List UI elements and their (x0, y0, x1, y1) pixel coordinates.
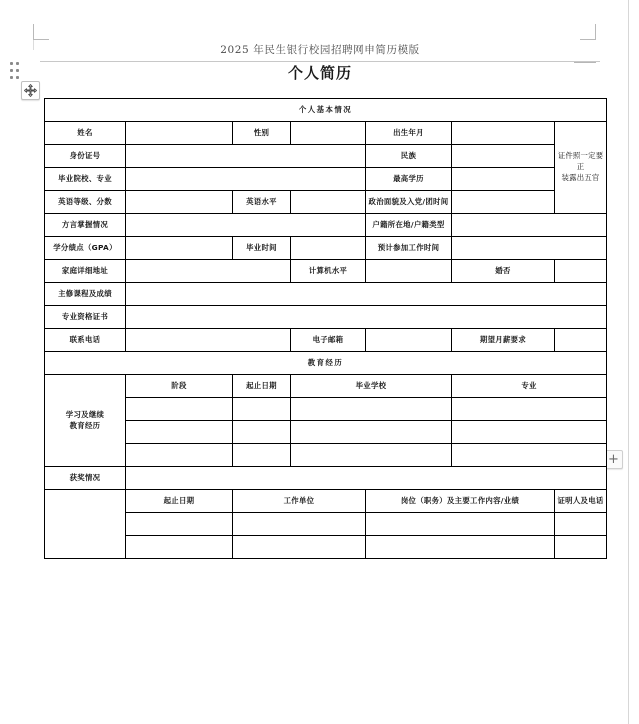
education-label-line-1: 学习及继续 (65, 409, 105, 419)
label-marital-status: 婚否 (452, 260, 555, 283)
colhead-work-dates: 起止日期 (126, 490, 233, 513)
edu-cell-major[interactable] (452, 444, 607, 467)
work-cell-dates[interactable] (126, 536, 233, 559)
colhead-major: 专业 (452, 375, 607, 398)
colhead-work-reference: 证明人及电话 (555, 490, 607, 513)
photo-note-line-2: 装露出五官 (561, 172, 600, 182)
add-row-button[interactable]: + (604, 450, 623, 469)
table-move-handle[interactable] (21, 81, 40, 100)
table-row (45, 444, 607, 467)
label-birth: 出生年月 (366, 122, 452, 145)
field-marital-status[interactable] (555, 260, 607, 283)
crop-mark-top-left (33, 24, 49, 40)
move-cross-icon (24, 84, 37, 97)
work-cell-company[interactable] (233, 513, 366, 536)
table-row (45, 145, 607, 168)
photo-placeholder-note (555, 122, 607, 214)
colhead-school: 毕业学校 (291, 375, 452, 398)
label-gpa: 学分绩点（GPA） (45, 237, 126, 260)
edu-cell-major[interactable] (452, 398, 607, 421)
label-main-courses: 主修课程及成绩 (45, 283, 126, 306)
edu-cell-stage[interactable] (126, 421, 233, 444)
field-main-courses[interactable] (126, 283, 607, 306)
crop-mark-top-right (580, 24, 596, 40)
field-graduation-time[interactable] (291, 237, 366, 260)
label-email: 电子邮箱 (291, 329, 366, 352)
label-political-status: 政治面貌及入党/团时间 (366, 191, 452, 214)
colhead-work-company: 工作单位 (233, 490, 366, 513)
label-english-ability: 英语水平 (233, 191, 291, 214)
edu-cell-major[interactable] (452, 421, 607, 444)
field-gpa[interactable] (126, 237, 233, 260)
page-right-edge (628, 0, 629, 724)
table-row (45, 352, 607, 375)
label-ethnicity: 民族 (366, 145, 452, 168)
table-row (45, 214, 607, 237)
label-awards: 获奖情况 (45, 467, 126, 490)
field-email[interactable] (366, 329, 452, 352)
label-id-number: 身份证号 (45, 145, 126, 168)
field-highest-degree[interactable] (452, 168, 555, 191)
label-gender: 性别 (233, 122, 291, 145)
field-birth[interactable] (452, 122, 555, 145)
field-expected-work-time[interactable] (452, 237, 607, 260)
work-cell-reference[interactable] (555, 536, 607, 559)
edu-cell-dates[interactable] (233, 398, 291, 421)
table-row (45, 375, 607, 398)
label-school-major: 毕业院校、专业 (45, 168, 126, 191)
field-english-level[interactable] (126, 191, 233, 214)
field-awards[interactable] (126, 467, 607, 490)
table-row (45, 168, 607, 191)
edu-cell-school[interactable] (291, 421, 452, 444)
label-name: 姓名 (45, 122, 126, 145)
field-computer-level[interactable] (366, 260, 452, 283)
field-gender[interactable] (291, 122, 366, 145)
page-title: 个人简历 (287, 64, 352, 82)
header-text: 2025 年民生银行校园招聘网申简历模版 (40, 42, 600, 62)
section-header-basic: 个人基本情况 (45, 99, 607, 122)
label-expected-work-time: 预计参加工作时间 (366, 237, 452, 260)
table-row (45, 122, 607, 145)
table-row (45, 306, 607, 329)
field-school-major[interactable] (126, 168, 366, 191)
table-row (45, 490, 607, 513)
edu-cell-school[interactable] (291, 444, 452, 467)
edu-cell-school[interactable] (291, 398, 452, 421)
label-dialect: 方言掌握情况 (45, 214, 126, 237)
work-cell-position[interactable] (366, 513, 555, 536)
field-dialect[interactable] (126, 214, 366, 237)
colhead-work-position: 岗位（职务）及主要工作内容/业绩 (366, 490, 555, 513)
field-id-number[interactable] (126, 145, 366, 168)
label-graduation-time: 毕业时间 (233, 237, 291, 260)
table-row (45, 283, 607, 306)
work-cell-company[interactable] (233, 536, 366, 559)
work-cell-dates[interactable] (126, 513, 233, 536)
label-work-history (45, 490, 126, 559)
work-cell-reference[interactable] (555, 513, 607, 536)
resume-table (44, 98, 607, 559)
field-expected-salary[interactable] (555, 329, 607, 352)
table-row (45, 536, 607, 559)
label-phone: 联系电话 (45, 329, 126, 352)
field-home-address[interactable] (126, 260, 291, 283)
document-header (40, 42, 600, 62)
label-computer-level: 计算机水平 (291, 260, 366, 283)
photo-note-line-1: 证件照一定要正 (557, 151, 604, 172)
label-household: 户籍所在地/户籍类型 (366, 214, 452, 237)
table-row (45, 237, 607, 260)
section-header-education: 教育经历 (45, 352, 607, 375)
edu-cell-dates[interactable] (233, 421, 291, 444)
education-label-line-2: 教育经历 (69, 420, 101, 430)
colhead-stage: 阶段 (126, 375, 233, 398)
field-english-ability[interactable] (291, 191, 366, 214)
table-row (45, 99, 607, 122)
edu-cell-dates[interactable] (233, 444, 291, 467)
label-highest-degree: 最高学历 (366, 168, 452, 191)
field-household[interactable] (452, 214, 607, 237)
colhead-dates: 起止日期 (233, 375, 291, 398)
table-row (45, 513, 607, 536)
table-row (45, 421, 607, 444)
label-education-history (45, 375, 126, 467)
field-phone[interactable] (126, 329, 291, 352)
table-row (45, 467, 607, 490)
field-name[interactable] (126, 122, 233, 145)
field-certificates[interactable] (126, 306, 607, 329)
edu-cell-stage[interactable] (126, 444, 233, 467)
work-cell-position[interactable] (366, 536, 555, 559)
table-row (45, 260, 607, 283)
label-home-address: 家庭详细地址 (45, 260, 126, 283)
field-ethnicity[interactable] (452, 145, 555, 168)
label-english-level: 英语等级、分数 (45, 191, 126, 214)
table-row (45, 398, 607, 421)
table-row (45, 191, 607, 214)
edu-cell-stage[interactable] (126, 398, 233, 421)
label-expected-salary: 期望月薪要求 (452, 329, 555, 352)
label-certificates: 专业资格证书 (45, 306, 126, 329)
field-political-status[interactable] (452, 191, 555, 214)
table-row (45, 329, 607, 352)
